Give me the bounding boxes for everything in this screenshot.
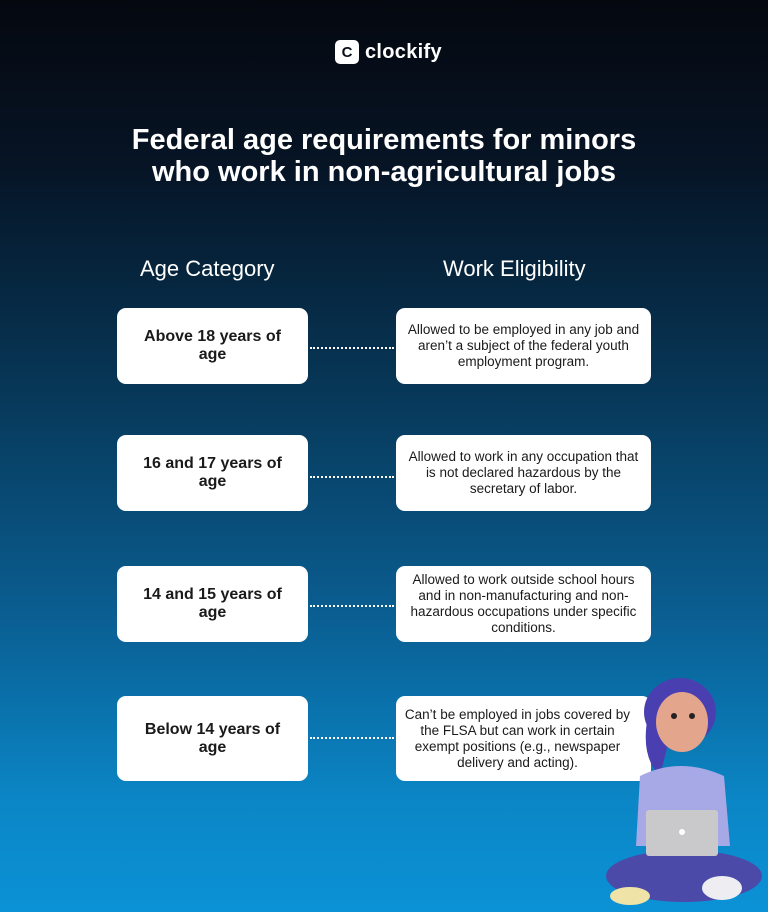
work-eligibility-header: Work Eligibility xyxy=(443,256,586,281)
clockify-logo xyxy=(335,40,442,64)
age-box: 14 and 15 years of age xyxy=(117,566,308,642)
connector xyxy=(310,347,394,349)
age-box: Above 18 years of age xyxy=(117,308,308,384)
eligibility-box: Allowed to be employed in any job and aren’t a subject of the federal youth employment program. xyxy=(396,308,651,384)
person-with-laptop-illustration xyxy=(600,676,768,912)
age-category-header: Age Category xyxy=(140,256,275,281)
age-box: 16 and 17 years of age xyxy=(117,435,308,511)
age-box: Below 14 years of age xyxy=(117,696,308,781)
clockify-logo-icon: C xyxy=(335,40,359,64)
eligibility-box: Allowed to work in any occupation that is not declared hazardous by the secretary of labor. xyxy=(396,435,651,511)
connector xyxy=(310,476,394,478)
title-line: Federal age requirements for minors xyxy=(131,124,637,156)
connector xyxy=(310,605,394,607)
page-title xyxy=(0,124,768,188)
brand-name: clockify xyxy=(365,40,442,63)
title-line: who work in non-agricultural jobs xyxy=(151,156,616,188)
connector xyxy=(310,737,394,739)
eligibility-box: Can’t be employed in jobs covered by the FLSA but can work in certain exempt positions (e.g., newspaper delivery and acting). xyxy=(396,696,651,781)
eligibility-box: Allowed to work outside school hours and in non-manufacturing and non-hazardous occupations under specific conditions. xyxy=(396,566,651,642)
